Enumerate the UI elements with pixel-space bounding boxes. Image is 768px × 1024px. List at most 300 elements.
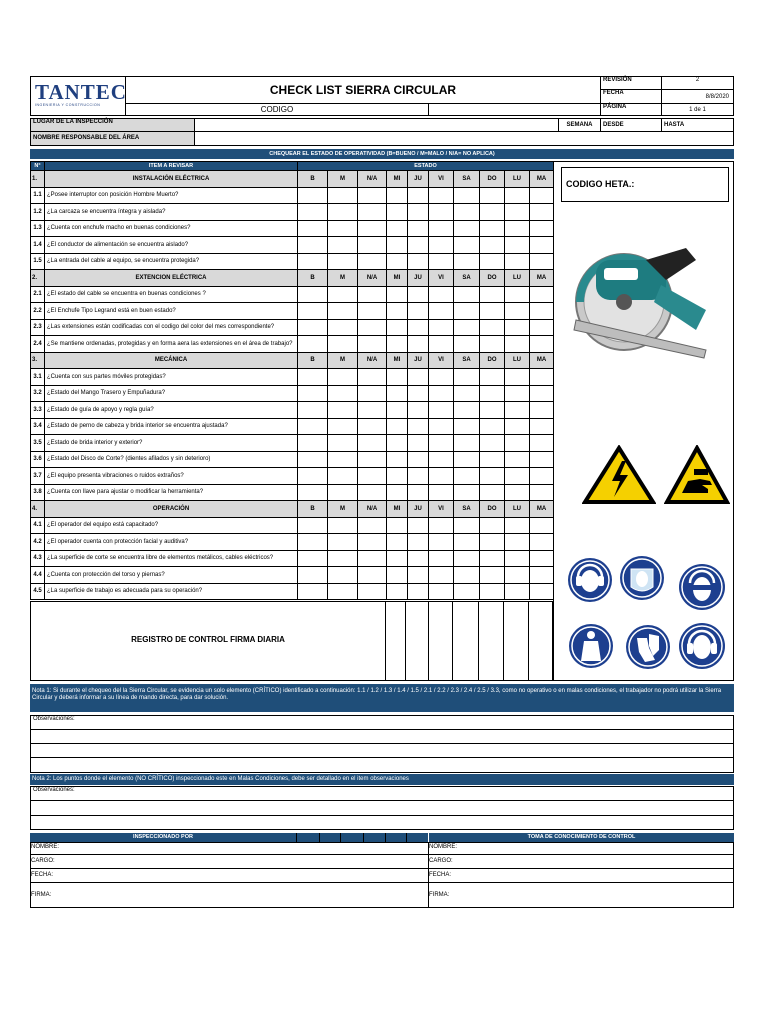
status-check-cell[interactable] xyxy=(429,187,454,204)
status-check-cell[interactable] xyxy=(328,253,358,270)
status-check-cell[interactable] xyxy=(408,517,429,534)
status-check-cell[interactable] xyxy=(328,369,358,386)
status-check-cell[interactable] xyxy=(530,385,554,402)
hearing-protection-icon xyxy=(678,622,726,670)
status-check-cell[interactable] xyxy=(505,286,530,303)
status-check-cell[interactable] xyxy=(480,286,505,303)
registro-firma-row xyxy=(30,601,553,681)
status-check-cell[interactable] xyxy=(530,204,554,221)
status-check-cell[interactable] xyxy=(429,319,454,336)
status-check-cell[interactable] xyxy=(387,567,408,584)
status-check-cell[interactable] xyxy=(480,534,505,551)
firma-day-cell[interactable] xyxy=(405,602,406,680)
status-check-cell[interactable] xyxy=(505,303,530,320)
status-check-cell[interactable] xyxy=(408,550,429,567)
status-check-cell[interactable] xyxy=(454,253,480,270)
status-check-cell[interactable] xyxy=(328,418,358,435)
status-check-cell[interactable] xyxy=(387,286,408,303)
status-check-cell[interactable] xyxy=(328,303,358,320)
status-check-cell[interactable] xyxy=(429,517,454,534)
status-check-cell[interactable] xyxy=(298,550,328,567)
status-check-cell[interactable] xyxy=(298,418,328,435)
checklist-row xyxy=(31,336,554,353)
status-check-cell[interactable] xyxy=(408,402,429,419)
status-check-cell[interactable] xyxy=(505,484,530,501)
status-check-cell[interactable] xyxy=(454,385,480,402)
status-check-cell[interactable] xyxy=(328,220,358,237)
status-check-cell[interactable] xyxy=(480,187,505,204)
status-check-cell[interactable] xyxy=(328,435,358,452)
control-nombre-field[interactable]: NOMBRE: xyxy=(429,844,458,850)
status-check-cell[interactable] xyxy=(454,435,480,452)
status-check-cell[interactable] xyxy=(408,220,429,237)
status-check-cell[interactable] xyxy=(530,336,554,353)
status-check-cell[interactable] xyxy=(505,253,530,270)
status-check-cell[interactable] xyxy=(429,204,454,221)
status-check-cell[interactable] xyxy=(358,369,387,386)
column-label: LU xyxy=(505,270,530,287)
status-check-cell[interactable] xyxy=(358,534,387,551)
status-check-cell[interactable] xyxy=(387,435,408,452)
item-question: ¿Estado de perno de cabeza y brida interior se encuentra ajustada? xyxy=(45,418,298,435)
section-title: INSTALACIÓN ELÉCTRICA xyxy=(45,171,298,188)
status-check-cell[interactable] xyxy=(429,435,454,452)
desde-cell[interactable] xyxy=(600,118,662,132)
item-number: 2.1 xyxy=(31,286,45,303)
item-number: 2.3 xyxy=(31,319,45,336)
status-check-cell[interactable] xyxy=(328,583,358,600)
status-check-cell[interactable] xyxy=(505,468,530,485)
codigo-value-cell[interactable] xyxy=(428,103,601,116)
footer-line xyxy=(30,882,734,883)
status-check-cell[interactable] xyxy=(454,451,480,468)
status-check-cell[interactable] xyxy=(480,336,505,353)
status-check-cell[interactable] xyxy=(454,468,480,485)
status-check-cell[interactable] xyxy=(480,484,505,501)
status-check-cell[interactable] xyxy=(429,534,454,551)
control-cargo-field[interactable]: CARGO: xyxy=(429,858,453,864)
firma-day-cell[interactable] xyxy=(452,602,453,680)
status-check-cell[interactable] xyxy=(454,220,480,237)
footer-right-box xyxy=(428,842,734,908)
status-check-cell[interactable] xyxy=(387,336,408,353)
checklist-row xyxy=(31,402,554,419)
status-check-cell[interactable] xyxy=(387,253,408,270)
status-check-cell[interactable] xyxy=(429,418,454,435)
status-check-cell[interactable] xyxy=(387,319,408,336)
status-check-cell[interactable] xyxy=(298,567,328,584)
status-check-cell[interactable] xyxy=(480,204,505,221)
status-check-cell[interactable] xyxy=(408,451,429,468)
status-check-cell[interactable] xyxy=(328,402,358,419)
status-banner: CHEQUEAR EL ESTADO DE OPERATIVIDAD (B=BUENO / M=MALO / N/A= NO APLICA) xyxy=(30,149,734,159)
status-check-cell[interactable] xyxy=(530,484,554,501)
status-check-cell[interactable] xyxy=(408,286,429,303)
status-check-cell[interactable] xyxy=(408,567,429,584)
status-check-cell[interactable] xyxy=(387,534,408,551)
status-check-cell[interactable] xyxy=(298,187,328,204)
status-check-cell[interactable] xyxy=(358,385,387,402)
title-cell xyxy=(125,76,601,104)
status-check-cell[interactable] xyxy=(328,517,358,534)
firma-day-cell[interactable] xyxy=(385,602,386,680)
lugar-label-cell xyxy=(30,118,195,132)
status-check-cell[interactable] xyxy=(429,468,454,485)
status-check-cell[interactable] xyxy=(328,451,358,468)
status-check-cell[interactable] xyxy=(358,237,387,254)
checklist-row xyxy=(31,303,554,320)
status-check-cell[interactable] xyxy=(328,336,358,353)
status-check-cell[interactable] xyxy=(530,567,554,584)
status-check-cell[interactable] xyxy=(387,484,408,501)
status-check-cell[interactable] xyxy=(328,484,358,501)
status-check-cell[interactable] xyxy=(530,187,554,204)
status-check-cell[interactable] xyxy=(358,253,387,270)
status-check-cell[interactable] xyxy=(505,567,530,584)
status-check-cell[interactable] xyxy=(408,187,429,204)
status-check-cell[interactable] xyxy=(530,583,554,600)
status-check-cell[interactable] xyxy=(429,220,454,237)
status-check-cell[interactable] xyxy=(454,319,480,336)
item-question: ¿Estado del Disco de Corte? (dientes afilados y sin deterioro) xyxy=(45,451,298,468)
status-check-cell[interactable] xyxy=(429,237,454,254)
status-check-cell[interactable] xyxy=(429,583,454,600)
status-check-cell[interactable] xyxy=(408,253,429,270)
checklist-row xyxy=(31,484,554,501)
inspector-firma-field[interactable]: FIRMA: xyxy=(31,892,52,898)
status-check-cell[interactable] xyxy=(454,402,480,419)
status-check-cell[interactable] xyxy=(358,319,387,336)
firma-day-cell[interactable] xyxy=(503,602,504,680)
status-check-cell[interactable] xyxy=(480,402,505,419)
status-check-cell[interactable] xyxy=(358,336,387,353)
status-check-cell[interactable] xyxy=(429,336,454,353)
status-check-cell[interactable] xyxy=(328,468,358,485)
status-check-cell[interactable] xyxy=(454,534,480,551)
checklist-row xyxy=(31,220,554,237)
firma-day-cell[interactable] xyxy=(528,602,529,680)
checklist-row xyxy=(31,204,554,221)
status-check-cell[interactable] xyxy=(505,517,530,534)
status-check-cell[interactable] xyxy=(505,336,530,353)
status-check-cell[interactable] xyxy=(387,204,408,221)
status-check-cell[interactable] xyxy=(387,303,408,320)
status-check-cell[interactable] xyxy=(505,418,530,435)
status-check-cell[interactable] xyxy=(358,484,387,501)
status-check-cell[interactable] xyxy=(298,468,328,485)
status-check-cell[interactable] xyxy=(530,468,554,485)
hasta-cell[interactable] xyxy=(661,118,734,132)
status-check-cell[interactable] xyxy=(480,583,505,600)
status-check-cell[interactable] xyxy=(429,451,454,468)
status-check-cell[interactable] xyxy=(429,402,454,419)
status-check-cell[interactable] xyxy=(530,451,554,468)
status-check-cell[interactable] xyxy=(530,517,554,534)
status-check-cell[interactable] xyxy=(298,435,328,452)
status-check-cell[interactable] xyxy=(408,303,429,320)
status-check-cell[interactable] xyxy=(505,369,530,386)
circular-saw-image xyxy=(566,240,716,370)
firma-day-cell[interactable] xyxy=(478,602,479,680)
status-check-cell[interactable] xyxy=(454,237,480,254)
status-check-cell[interactable] xyxy=(298,319,328,336)
status-check-cell[interactable] xyxy=(358,517,387,534)
control-firma-field[interactable]: FIRMA: xyxy=(429,892,450,898)
item-number: 3.6 xyxy=(31,451,45,468)
status-check-cell[interactable] xyxy=(358,220,387,237)
status-check-cell[interactable] xyxy=(408,204,429,221)
status-check-cell[interactable] xyxy=(480,237,505,254)
status-check-cell[interactable] xyxy=(328,534,358,551)
status-check-cell[interactable] xyxy=(387,550,408,567)
status-check-cell[interactable] xyxy=(480,220,505,237)
status-check-cell[interactable] xyxy=(480,369,505,386)
status-check-cell[interactable] xyxy=(454,583,480,600)
status-check-cell[interactable] xyxy=(530,237,554,254)
status-check-cell[interactable] xyxy=(387,187,408,204)
status-check-cell[interactable] xyxy=(480,253,505,270)
column-label: MI xyxy=(387,501,408,518)
observaciones-1-label: Observaciones: xyxy=(33,716,75,722)
status-check-cell[interactable] xyxy=(298,286,328,303)
face-shield-icon xyxy=(619,555,665,601)
pagina-value: 1 de 1 xyxy=(689,107,706,113)
status-check-cell[interactable] xyxy=(530,369,554,386)
item-number: 1.3 xyxy=(31,220,45,237)
status-check-cell[interactable] xyxy=(530,550,554,567)
status-check-cell[interactable] xyxy=(328,385,358,402)
status-check-cell[interactable] xyxy=(298,484,328,501)
status-check-cell[interactable] xyxy=(298,583,328,600)
item-number: 3.3 xyxy=(31,402,45,419)
status-check-cell[interactable] xyxy=(358,204,387,221)
status-check-cell[interactable] xyxy=(298,534,328,551)
status-check-cell[interactable] xyxy=(480,451,505,468)
firma-day-cell[interactable] xyxy=(428,602,429,680)
status-check-cell[interactable] xyxy=(454,187,480,204)
column-label: LU xyxy=(505,171,530,188)
item-number: 1.4 xyxy=(31,237,45,254)
status-check-cell[interactable] xyxy=(429,303,454,320)
status-check-cell[interactable] xyxy=(505,550,530,567)
status-check-cell[interactable] xyxy=(480,517,505,534)
status-check-cell[interactable] xyxy=(328,319,358,336)
status-check-cell[interactable] xyxy=(505,319,530,336)
item-number: 4.5 xyxy=(31,583,45,600)
status-check-cell[interactable] xyxy=(328,286,358,303)
observaciones-2-box[interactable] xyxy=(30,786,734,830)
inspector-fecha-field[interactable]: FECHA: xyxy=(31,872,54,878)
status-check-cell[interactable] xyxy=(454,550,480,567)
item-question: ¿Las extensiones están codificadas con el codigo del color del mes correspondiente? xyxy=(45,319,298,336)
status-check-cell[interactable] xyxy=(530,402,554,419)
status-check-cell[interactable] xyxy=(387,237,408,254)
logo-text: TANTEC xyxy=(35,80,127,104)
status-check-cell[interactable] xyxy=(387,583,408,600)
status-check-cell[interactable] xyxy=(387,385,408,402)
inspector-nombre-field[interactable]: NOMBRE: xyxy=(31,844,60,850)
status-check-cell[interactable] xyxy=(429,550,454,567)
status-check-cell[interactable] xyxy=(429,369,454,386)
ear-protection-icon xyxy=(567,557,613,603)
lugar-input[interactable] xyxy=(194,118,559,132)
status-check-cell[interactable] xyxy=(408,468,429,485)
status-check-cell[interactable] xyxy=(454,484,480,501)
status-check-cell[interactable] xyxy=(454,303,480,320)
status-check-cell[interactable] xyxy=(298,253,328,270)
checklist-row xyxy=(31,517,554,534)
status-check-cell[interactable] xyxy=(298,237,328,254)
item-number: 2.4 xyxy=(31,336,45,353)
status-check-cell[interactable] xyxy=(358,286,387,303)
status-check-cell[interactable] xyxy=(358,451,387,468)
item-number: 3.8 xyxy=(31,484,45,501)
status-check-cell[interactable] xyxy=(328,567,358,584)
toma-header: TOMA DE CONOCIMIENTO DE CONTROL xyxy=(429,833,734,842)
status-check-cell[interactable] xyxy=(530,253,554,270)
item-question: ¿La superficie de corte se encuentra libre de elementos metálicos, cables eléctricos? xyxy=(45,550,298,567)
hand-crush-hazard-icon xyxy=(664,445,730,505)
status-check-cell[interactable] xyxy=(454,369,480,386)
status-check-cell[interactable] xyxy=(480,435,505,452)
status-check-cell[interactable] xyxy=(328,187,358,204)
status-check-cell[interactable] xyxy=(408,583,429,600)
gloves-protection-icon xyxy=(625,624,671,670)
status-check-cell[interactable] xyxy=(298,336,328,353)
status-check-cell[interactable] xyxy=(480,385,505,402)
status-check-cell[interactable] xyxy=(358,550,387,567)
status-check-cell[interactable] xyxy=(429,253,454,270)
status-check-cell[interactable] xyxy=(298,385,328,402)
status-check-cell[interactable] xyxy=(454,418,480,435)
checklist-row xyxy=(31,418,554,435)
responsable-input[interactable] xyxy=(194,131,734,146)
status-check-cell[interactable] xyxy=(505,237,530,254)
status-check-cell[interactable] xyxy=(505,583,530,600)
status-check-cell[interactable] xyxy=(408,418,429,435)
status-check-cell[interactable] xyxy=(387,369,408,386)
column-label: LU xyxy=(505,501,530,518)
status-check-cell[interactable] xyxy=(387,517,408,534)
status-check-cell[interactable] xyxy=(429,385,454,402)
status-check-cell[interactable] xyxy=(358,468,387,485)
status-check-cell[interactable] xyxy=(480,303,505,320)
inspector-cargo-field[interactable]: CARGO: xyxy=(31,858,55,864)
status-check-cell[interactable] xyxy=(358,418,387,435)
status-check-cell[interactable] xyxy=(480,567,505,584)
status-check-cell[interactable] xyxy=(505,220,530,237)
status-check-cell[interactable] xyxy=(298,220,328,237)
status-check-cell[interactable] xyxy=(480,550,505,567)
status-check-cell[interactable] xyxy=(387,402,408,419)
status-check-cell[interactable] xyxy=(505,204,530,221)
status-check-cell[interactable] xyxy=(530,220,554,237)
status-check-cell[interactable] xyxy=(530,534,554,551)
status-check-cell[interactable] xyxy=(408,385,429,402)
status-check-cell[interactable] xyxy=(298,369,328,386)
status-check-cell[interactable] xyxy=(505,451,530,468)
column-label: DO xyxy=(480,270,505,287)
item-question: ¿La carcaza se encuentra íntegra y aislada? xyxy=(45,204,298,221)
status-check-cell[interactable] xyxy=(530,319,554,336)
status-check-cell[interactable] xyxy=(505,385,530,402)
item-number: 3.4 xyxy=(31,418,45,435)
status-check-cell[interactable] xyxy=(408,336,429,353)
status-check-cell[interactable] xyxy=(358,303,387,320)
inspeccionado-header: INSPECCIONADO POR xyxy=(30,833,428,842)
checklist-row xyxy=(31,468,554,485)
item-number: 2.2 xyxy=(31,303,45,320)
status-check-cell[interactable] xyxy=(530,303,554,320)
checklist-row xyxy=(31,187,554,204)
status-check-cell[interactable] xyxy=(505,435,530,452)
status-check-cell[interactable] xyxy=(505,187,530,204)
column-label: MA xyxy=(530,171,554,188)
status-check-cell[interactable] xyxy=(429,286,454,303)
status-check-cell[interactable] xyxy=(429,484,454,501)
item-question: ¿Estado de brida interior y exterior? xyxy=(45,435,298,452)
status-check-cell[interactable] xyxy=(408,369,429,386)
status-check-cell[interactable] xyxy=(298,517,328,534)
status-check-cell[interactable] xyxy=(328,237,358,254)
status-check-cell[interactable] xyxy=(387,418,408,435)
status-check-cell[interactable] xyxy=(454,286,480,303)
column-label: M xyxy=(328,171,358,188)
status-check-cell[interactable] xyxy=(358,435,387,452)
checklist-row xyxy=(31,567,554,584)
status-check-cell[interactable] xyxy=(480,418,505,435)
status-check-cell[interactable] xyxy=(358,187,387,204)
status-check-cell[interactable] xyxy=(298,402,328,419)
status-check-cell[interactable] xyxy=(480,319,505,336)
codigo-heta-box[interactable] xyxy=(561,167,729,202)
status-check-cell[interactable] xyxy=(328,550,358,567)
status-check-cell[interactable] xyxy=(387,451,408,468)
status-check-cell[interactable] xyxy=(454,517,480,534)
status-check-cell[interactable] xyxy=(387,468,408,485)
observaciones-1-box[interactable] xyxy=(30,715,734,773)
status-check-cell[interactable] xyxy=(530,286,554,303)
status-check-cell[interactable] xyxy=(505,402,530,419)
status-check-cell[interactable] xyxy=(480,468,505,485)
status-check-cell[interactable] xyxy=(387,220,408,237)
status-check-cell[interactable] xyxy=(298,204,328,221)
status-check-cell[interactable] xyxy=(298,303,328,320)
status-check-cell[interactable] xyxy=(408,435,429,452)
status-check-cell[interactable] xyxy=(530,435,554,452)
hasta-label: HASTA xyxy=(664,122,685,128)
status-check-cell[interactable] xyxy=(408,237,429,254)
status-check-cell[interactable] xyxy=(408,484,429,501)
status-check-cell[interactable] xyxy=(454,204,480,221)
status-check-cell[interactable] xyxy=(408,534,429,551)
control-fecha-field[interactable]: FECHA: xyxy=(429,872,452,878)
status-check-cell[interactable] xyxy=(429,567,454,584)
status-check-cell[interactable] xyxy=(454,336,480,353)
status-check-cell[interactable] xyxy=(505,534,530,551)
status-check-cell[interactable] xyxy=(298,451,328,468)
status-check-cell[interactable] xyxy=(358,583,387,600)
status-check-cell[interactable] xyxy=(328,204,358,221)
status-check-cell[interactable] xyxy=(358,402,387,419)
section-number: 1. xyxy=(31,171,45,188)
status-check-cell[interactable] xyxy=(358,567,387,584)
status-check-cell[interactable] xyxy=(530,418,554,435)
column-label: B xyxy=(298,270,328,287)
section-number: 3. xyxy=(31,352,45,369)
status-check-cell[interactable] xyxy=(454,567,480,584)
status-check-cell[interactable] xyxy=(408,319,429,336)
